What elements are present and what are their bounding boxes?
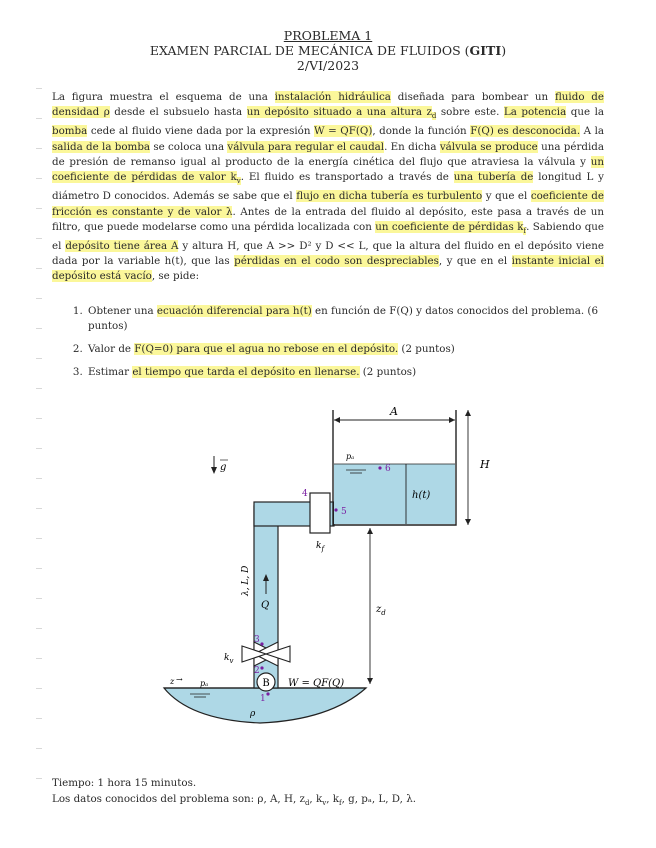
highlighted-text: instalación hidráulica (274, 91, 391, 103)
exam-subtitle-main: EXAMEN PARCIAL DE MECÁNICA DE FLUIDOS ( (149, 43, 470, 58)
exam-time: Tiempo: 1 hora 15 minutos. (52, 777, 197, 789)
label-pa-top: pₐ (346, 452, 355, 461)
label-pa-bottom: pₐ (200, 679, 209, 688)
highlighted-text: flujo en dicha tubería es turbulento (296, 190, 483, 203)
z-arrow-glyph: → (176, 675, 183, 684)
point-3-dot (260, 642, 263, 645)
question-item (86, 304, 604, 334)
exam-subtitle (52, 43, 604, 58)
highlighted-text: una tubería de (453, 171, 534, 184)
point-1-dot (266, 692, 269, 695)
statement-text: sobre este. (436, 106, 504, 119)
statement-text: , se pide: (151, 270, 200, 283)
highlighted-text: W = QF(Q) (314, 125, 373, 138)
hydraulic-diagram (150, 398, 510, 728)
label-W: W = QF(Q) (288, 678, 345, 689)
label-kv-main: k (224, 653, 230, 663)
known-data-sub-v: v (322, 798, 327, 807)
point-5: 5 (341, 507, 347, 517)
question-list (52, 304, 604, 381)
exam-page (52, 28, 604, 388)
highlighted-text: coeficiente de fricción es constante y de valor λ (52, 190, 604, 218)
label-pipe-params: λ, L, D (241, 565, 251, 596)
pipe-elbow-fill (255, 503, 277, 525)
highlighted-text: bomba (52, 125, 88, 138)
statement-text: y altura H, que A >> D² y D << L, que la altura del fluido en el depósito viene dada por la variable h(t), que las (52, 239, 604, 268)
highlighted-text: La potencia (503, 106, 567, 119)
statement-text: desde el subsuelo hasta (109, 106, 247, 119)
highlighted-text: f (523, 226, 527, 235)
statement-text: La figura muestra el esquema de una (52, 91, 275, 103)
known-data-text-2: , k (309, 792, 323, 805)
label-g: g (220, 462, 227, 473)
label-kv-sub: v (229, 657, 234, 665)
label-kf-sub: f (321, 545, 325, 553)
gravity-arrowhead (211, 467, 217, 474)
question-item (86, 365, 604, 380)
statement-text: A la (580, 125, 605, 138)
highlighted-text: F(Q) es desconocida. (470, 125, 581, 138)
point-5-dot (334, 508, 337, 511)
label-h-t: h(t) (412, 490, 431, 501)
statement-text: y que el (482, 190, 531, 203)
highlighted-text: un depósito situado a una altura z (246, 106, 432, 119)
label-zd-sub: d (381, 609, 386, 617)
statement-text: se coloca una (150, 140, 228, 153)
label-H: H (480, 458, 490, 471)
statement-text: Valor de (88, 342, 135, 355)
label-A: A (390, 405, 398, 418)
label-kv (224, 653, 233, 665)
highlighted-text: v (236, 177, 241, 186)
statement-text: Estimar (88, 366, 133, 379)
dim-zd-arrow-top (367, 528, 373, 534)
statement-text: . En dicha (384, 140, 440, 153)
highlighted-text: F(Q=0) para que el agua no rebose en el depósito. (134, 342, 399, 355)
statement-text: cede al fluido viene dada por la expresión (87, 125, 315, 138)
point-1: 1 (260, 694, 266, 704)
exam-date: 2/VI/2023 (296, 58, 360, 73)
dim-A-arrow-right (449, 417, 455, 423)
statement-text: , y que en el (438, 255, 512, 268)
label-zd (375, 604, 386, 617)
problem-statement (52, 90, 604, 285)
highlighted-text: d (431, 112, 437, 121)
statement-text: longitud L y diámetro D conocidos. Además se sabe que el (52, 171, 604, 203)
highlighted-text: ecuación diferencial para h(t) (156, 304, 312, 317)
highlighted-text: válvula se produce (439, 140, 538, 153)
statement-text: (2 puntos) (359, 366, 417, 379)
point-3: 3 (254, 635, 260, 645)
point-4: 4 (302, 489, 308, 499)
question-item (86, 342, 604, 357)
highlighted-text: salida de la bomba (52, 140, 151, 153)
filter-box (310, 493, 330, 533)
known-data-sub-f: f (338, 798, 342, 807)
dim-H-arrow-top (465, 410, 471, 416)
diagram-svg (150, 398, 510, 728)
highlighted-text: depósito tiene área A (65, 239, 179, 252)
label-z: z (170, 677, 175, 686)
problem-title: PROBLEMA 1 (283, 28, 373, 43)
point-6: 6 (385, 464, 391, 474)
statement-text: una pérdida de presión de remanso igual al producto de la energía cinética del flujo que atraviesa la válvula y (52, 140, 604, 168)
dim-H-arrow-bottom (465, 519, 471, 525)
statement-text: . El fluido es transportado a través de (240, 171, 454, 184)
highlighted-text: pérdidas en el codo son despreciables (234, 255, 439, 268)
known-data-text-3: , k (326, 792, 339, 805)
highlighted-text: válvula para regular el caudal (227, 140, 385, 153)
highlighted-text: el tiempo que tarda el depósito en llenarse. (132, 366, 360, 379)
dim-zd-arrow-bottom (367, 678, 373, 684)
label-B: B (262, 678, 270, 689)
exam-header (52, 28, 604, 73)
known-data-sub-d: d (304, 798, 310, 807)
highlighted-text: un coeficiente de pérdidas de valor k (52, 155, 604, 184)
statement-text: , donde la función (372, 125, 471, 138)
label-rho: ρ (250, 709, 256, 719)
statement-text: (2 puntos) (398, 342, 455, 355)
statement-text: Obtener una (88, 304, 157, 317)
statement-text: en función de F(Q) y datos conocidos del problema. (6 puntos) (88, 304, 598, 332)
highlighted-text: instante inicial el depósito está vacío (52, 255, 604, 283)
highlighted-text: un coeficiente de pérdidas k (375, 220, 524, 233)
statement-text: que la (566, 106, 604, 119)
statement-text: diseñada para bombear un (390, 91, 555, 103)
margin-ticks (0, 0, 22, 848)
known-data-text: Los datos conocidos del problema son: ρ, A, H, z (52, 792, 305, 805)
point-2-dot (260, 666, 263, 669)
label-kf-main: k (316, 541, 322, 551)
exam-footer (52, 776, 604, 811)
known-data-text-4: , g, pₐ, L, D, λ. (341, 792, 416, 805)
label-kf (316, 541, 325, 553)
highlighted-text: fluido de densidad ρ (52, 91, 604, 119)
dim-A-arrow-left (334, 417, 340, 423)
statement-text: . Sabiendo que el (52, 220, 605, 252)
point-2: 2 (254, 666, 260, 676)
known-data (52, 792, 604, 812)
exam-subtitle-close: ) (501, 43, 507, 58)
exam-subtitle-degree: GITI (469, 43, 502, 58)
statement-text: . Antes de la entrada del fluido al depósito, este pasa a través de un filtro, que puede modelarse como una pérdida localizada con (52, 205, 604, 233)
label-Q: Q (261, 600, 270, 611)
label-zd-main: z (376, 604, 382, 615)
point-6-dot (378, 466, 381, 469)
